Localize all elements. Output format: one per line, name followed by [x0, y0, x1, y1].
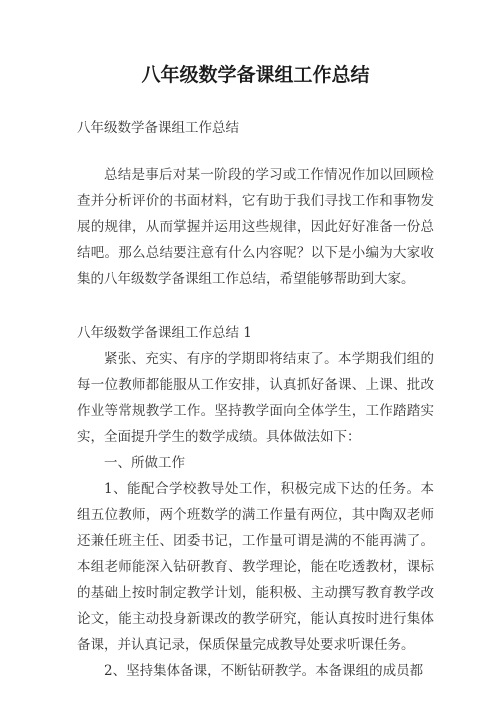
- section-heading-work-done: 一、所做工作: [104, 455, 185, 471]
- document-subtitle: 八年级数学备课组工作总结: [77, 120, 239, 136]
- body-paragraph: 2、坚持集体备课，不断钻研教学。本备课组的成员都: [104, 663, 424, 679]
- intro-paragraph: 总结是事后对某一阶段的学习或工作情况作加以回顾检查并分析评价的书面材料，它有助于我们寻找工作和事物发展的规律，从而掌握并运用这些规律，因此好好准备一份总结吧。那么总结要注意有什么内容呢？以下是小编为大家收集的八年级数学备课组工作总结，希望能够帮助到大家。: [77, 167, 434, 287]
- body-paragraph: 紧张、充实、有序的学期即将结束了。本学期我们组的每一位教师都能服从工作安排，认真抓好备课、上课、批改作业等常规教学工作。坚持教学面向全体学生，工作踏踏实实，全面提升学生的数学成绩。具体做法如下：: [77, 351, 434, 445]
- body-paragraph: 1、能配合学校教导处工作，积极完成下达的任务。本组五位教师，两个班数学的满工作量有两位，其中陶双老师还兼任班主任、团委书记，工作量可谓是满的不能再满了。本组老师能深入钻研教育、教学理论，能在吃透教材，课标的基础上按时制定教学计划，能积极、主动撰写教育教学改论文，能主动投身新课改的教学研究，能认真按时进行集体备课，并认真记录，保质保量完成教导处要求听课任务。: [77, 481, 434, 653]
- section-title: 八年级数学备课组工作总结 1: [77, 325, 252, 341]
- document-title: 八年级数学备课组工作总结: [141, 64, 370, 86]
